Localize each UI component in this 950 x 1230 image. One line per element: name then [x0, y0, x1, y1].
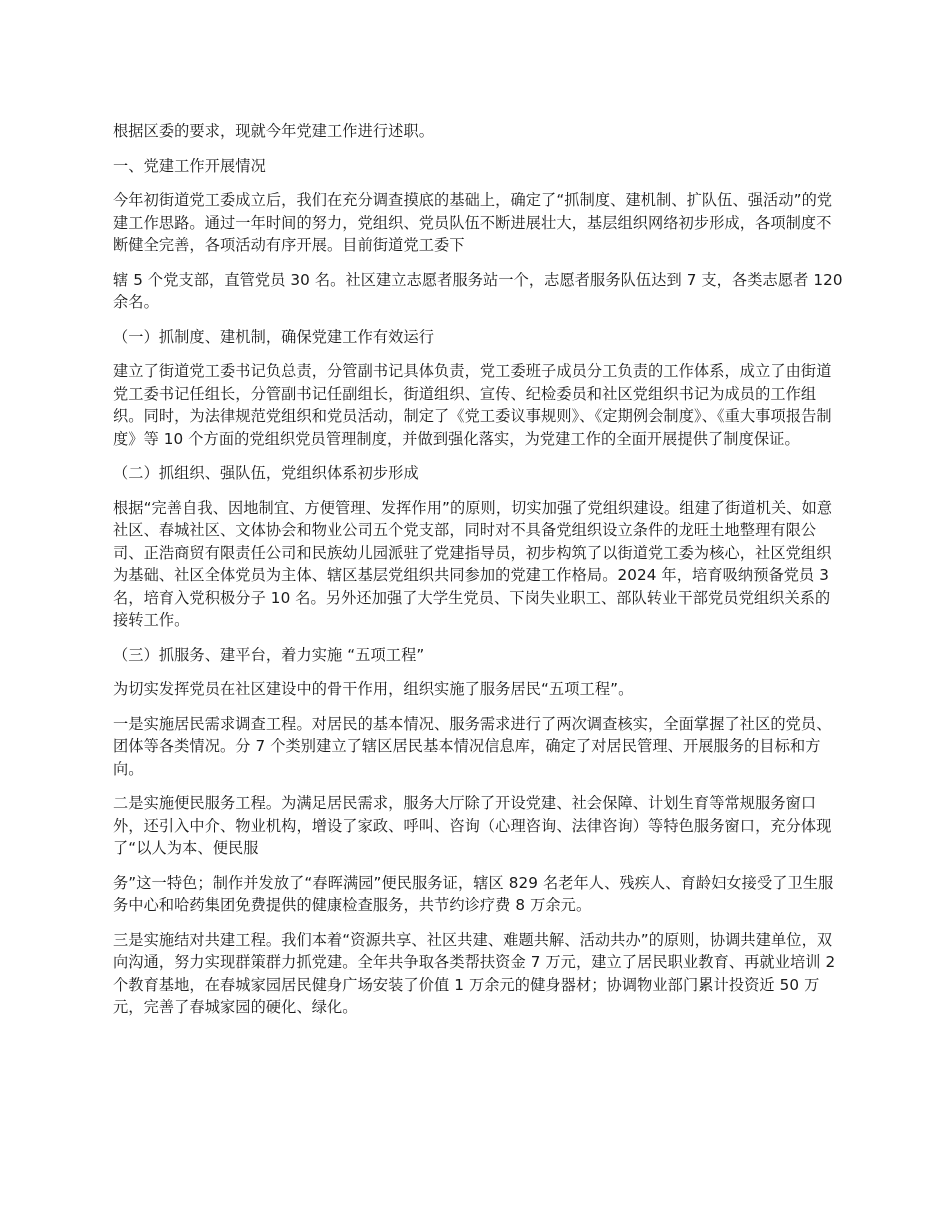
body-paragraph: 二是实施便民服务工程。为满足居民需求，服务大厅除了开设党建、社会保障、计划生育等常规服务窗口外，还引入中介、物业机构，增设了家政、呼叫、咨询（心理咨询、法律咨询）等特色服务窗口，充分体现了“以人为本、便民服: [113, 794, 832, 857]
subsection-heading-2: （二）抓组织、强队伍，党组织体系初步形成: [113, 464, 419, 482]
body-paragraph: 辖 5 个党支部，直管党员 30 名。社区建立志愿者服务站一个，志愿者服务队伍达到 7 支，各类志愿者 120 余名。: [113, 270, 843, 311]
intro-paragraph: 根据区委的要求，现就今年党建工作进行述职。: [113, 122, 435, 140]
subsection-heading-1: （一）抓制度、建机制，确保党建工作有效运行: [113, 327, 435, 346]
body-paragraph: 根据“完善自我、因地制宜、方便管理、发挥作用”的原则，切实加强了党组织建设。组建了街道机关、如意社区、春城社区、文体协会和物业公司五个党支部，同时对不具备党组织设立条件的龙旺土地整理有限公司、正浩商贸有限责任公司和民族幼儿园派驻了党建指导员，初步构筑了以街道党工委为核心，社区党组织为基础、社区全体党员为主体、辖区基层党组织共同参加的党建工作格局。2024 年，培育吸纳预备党员 3 名，培育入党积极分子 10 名。另外还加强了大学生党员、下岗失业职工、部队转业干部党员党组织关系的接转工作。: [113, 498, 833, 629]
body-paragraph: 为切实发挥党员在社区建设中的骨干作用，组织实施了服务居民“五项工程”。: [113, 680, 634, 698]
subsection-heading-3: （三）抓服务、建平台，着力实施 “五项工程”: [113, 645, 425, 664]
body-paragraph: 务”这一特色；制作并发放了“春晖满园”便民服务证，辖区 829 名老年人、残疾人、育龄妇女接受了卫生服务中心和哈药集团免费提供的健康检查服务，共节约诊疗费 8 万余元。: [113, 873, 834, 914]
body-paragraph: 建立了街道党工委书记负总责，分管副书记具体负责，党工委班子成员分工负责的工作体系，成立了由街道党工委书记任组长，分管副书记任副组长，街道组织、宣传、纪检委员和社区党组织书记为成员的工作组织。同时，为法律规范党组织和党员活动，制定了《党工委议事规则》、《定期例会制度》、《重大事项报告制度》等 10 个方面的党组织党员管理制度，并做到强化落实，为党建工作的全面开展提供了制度保证。: [113, 362, 832, 448]
section-heading-1: 一、党建工作开展情况: [113, 156, 266, 175]
body-paragraph: 三是实施结对共建工程。我们本着“资源共享、社区共建、难题共解、活动共办”的原则，协调共建单位，双向沟通，努力实现群策群力抓党建。全年共争取各类帮扶资金 7 万元，建立了居民职业教育、再就业培训 2 个教育基地，在春城家园居民健身广场安装了价值 1 万余元的健身器材；协调物业部门累计投资近 50 万元，完善了春城家园的硬化、绿化。: [113, 930, 836, 1016]
body-paragraph: 一是实施居民需求调查工程。对居民的基本情况、服务需求进行了两次调查核实，全面掌握了社区的党员、团体等各类情况。分 7 个类别建立了辖区居民基本情况信息库，确定了对居民管理、开展服务的目标和方向。: [113, 714, 832, 778]
body-paragraph: 今年初街道党工委成立后，我们在充分调查摸底的基础上，确定了“抓制度、建机制、扩队伍、强活动”的党建工作思路。通过一年时间的努力，党组织、党员队伍不断进展壮大，基层组织网络初步形成，各项制度不断健全完善，各项活动有序开展。目前街道党工委下: [113, 191, 833, 254]
document-page: [113, 120, 843, 1031]
